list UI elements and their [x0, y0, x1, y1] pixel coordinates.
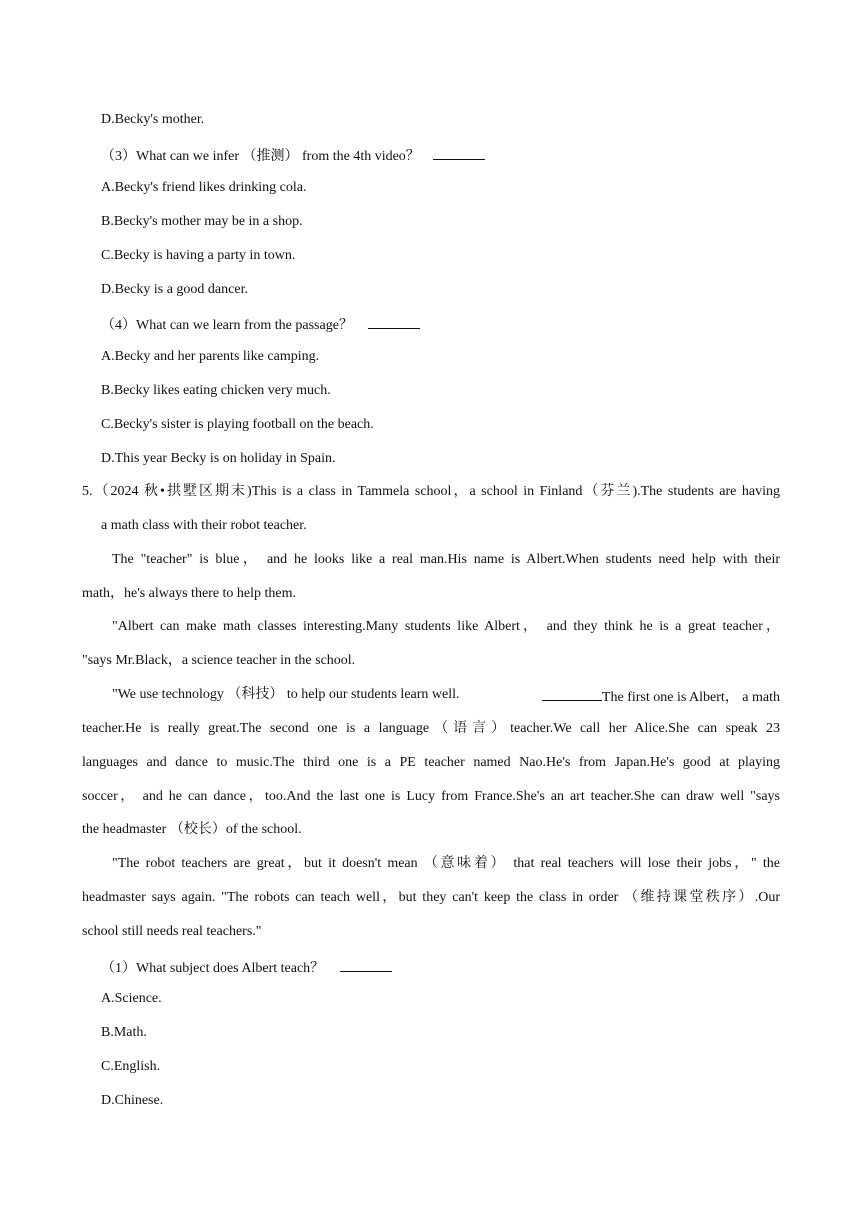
passage-p3-l3: languages and dance to music.The third one is a PE teacher named Nao.He's from Japan.He's good at playing — [82, 755, 780, 770]
q4-option-a: A.Becky and her parents like camping. — [101, 349, 320, 364]
q3-option-a: A.Becky's friend likes drinking cola. — [101, 180, 307, 195]
question-4 — [101, 314, 420, 335]
q3-option-b: B.Becky's mother may be in a shop. — [101, 214, 303, 229]
q5-sub1-stem: （1）What subject does Albert teach？ — [101, 961, 325, 976]
answer-blank[interactable] — [433, 145, 485, 160]
passage-p1-cont: math，he's always there to help them. — [82, 586, 297, 601]
passage-p2: "Albert can make math classes interesting.Many students like Albert， and they think he is a great teacher， — [112, 619, 780, 634]
q5-sub1 — [101, 957, 392, 978]
passage-p3-l5: the headmaster （校长）of the school. — [82, 822, 302, 837]
passage-p4: "The robot teachers are great，but it doesn't mean （意味着） that real teachers will lose their jobs，" the — [112, 856, 780, 871]
q5-sub1-option-d: D.Chinese. — [101, 1093, 164, 1108]
question-3-stem: （3）What can we infer （推测） from the 4th video？ — [101, 149, 420, 164]
q4-option-b: B.Becky likes eating chicken very much. — [101, 383, 331, 398]
q4-option-c: C.Becky's sister is playing football on the beach. — [101, 417, 374, 432]
answer-blank[interactable] — [368, 314, 420, 329]
q5-header: 5.（2024 秋•拱墅区期末)This is a class in Tammela school，a school in Finland（芬兰).The students are having — [82, 484, 780, 499]
answer-blank[interactable] — [340, 957, 392, 972]
passage-p3-part2: The first one is Albert， a math — [601, 690, 780, 705]
q5-sub1-option-b: B.Math. — [101, 1025, 147, 1040]
option-d-prev: D.Becky's mother. — [101, 112, 205, 127]
passage-p4-l3: school still needs real teachers." — [82, 924, 262, 939]
passage-p3-l4: soccer， and he can dance，too.And the last one is Lucy from France.She's an art teacher.She can draw well "says — [82, 789, 780, 804]
passage-p3-part1: "We use technology （科技） to help our students learn well. — [112, 687, 460, 702]
q5-sub1-option-a: A.Science. — [101, 991, 162, 1006]
q5-sub1-option-c: C.English. — [101, 1059, 161, 1074]
question-4-stem: （4）What can we learn from the passage？ — [101, 318, 353, 333]
passage-p3-l2: teacher.He is really great.The second one is a language（语言）teacher.We call her Alice.She can speak 23 — [82, 721, 780, 736]
passage-blank[interactable] — [542, 686, 602, 701]
q5-header-cont: a math class with their robot teacher. — [101, 518, 307, 533]
passage-p1: The "teacher" is blue， and he looks like a real man.His name is Albert.When students need help with their — [112, 552, 780, 567]
q4-option-d: D.This year Becky is on holiday in Spain. — [101, 451, 336, 466]
q3-option-c: C.Becky is having a party in town. — [101, 248, 296, 263]
passage-p4-l2: headmaster says again. "The robots can teach well，but they can't keep the class in order （维持课堂秩序）.Our — [82, 890, 780, 905]
passage-p3 — [112, 686, 780, 707]
q3-option-d: D.Becky is a good dancer. — [101, 282, 248, 297]
question-3 — [101, 145, 485, 166]
passage-p2-cont: "says Mr.Black，a science teacher in the school. — [82, 653, 356, 668]
